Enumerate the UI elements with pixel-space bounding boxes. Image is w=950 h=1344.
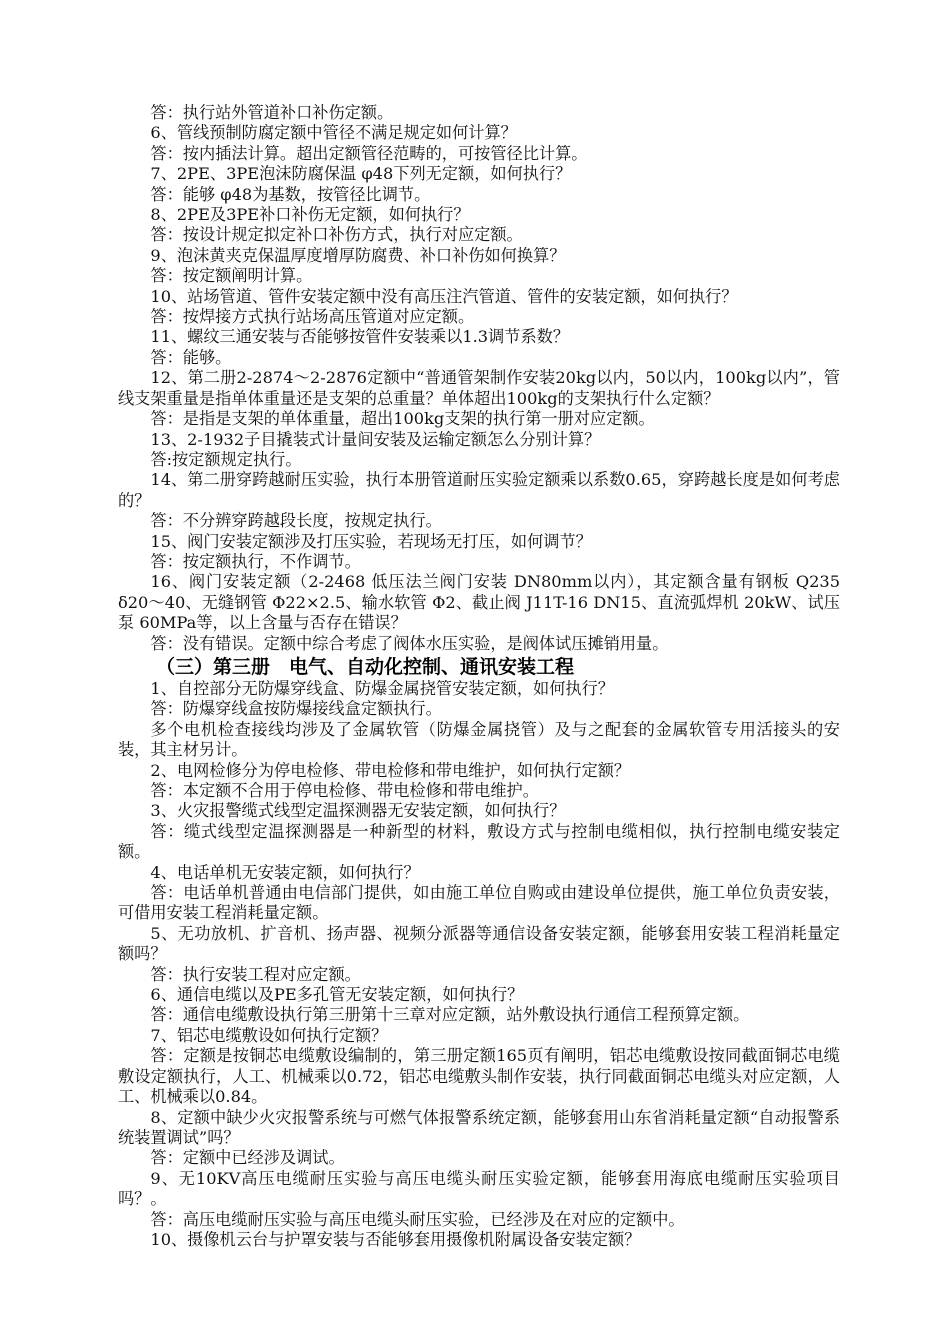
answer-paragraph: 答:按定额规定执行。 xyxy=(150,449,302,469)
question-paragraph: 3、火灾报警缆式线型定温探测器无安装定额，如何执行？ xyxy=(150,801,566,821)
answer-paragraph: 答：按定额阐明计算。 xyxy=(150,266,313,286)
question-paragraph: 9、泡沫黄夹克保温厚度增厚防腐费、补口补伤如何换算？ xyxy=(150,245,566,265)
answer-paragraph: 答：防爆穿线盒按防爆接线盒定额执行。 xyxy=(150,699,442,719)
answer-paragraph: 答：没有错误。定额中综合考虑了阀体水压实验，是阀体试压摊销用量。 xyxy=(150,633,669,653)
note-paragraph: 多个电机检查接线均涉及了金属软管（防爆金属挠管）及与之配套的金属软管专用活接头的安装，其主材另计。 xyxy=(118,719,840,760)
answer-paragraph: 答：按定额执行，不作调节。 xyxy=(150,551,361,571)
answer-paragraph: 答：不分辨穿跨越段长度，按规定执行。 xyxy=(150,511,442,531)
answer-paragraph: 答：定额是按铜芯电缆敷设编制的，第三册定额165页有阐明，铝芯电缆敷设按同截面铜芯电缆敷设定额执行，人工、机械乘以0.72，铝芯电缆敷头制作安装，执行同截面铜芯电缆头对应定额，人工、机械乘以0.84。 xyxy=(118,1046,840,1107)
answer-paragraph: 答：是指是支架的单体重量，超出100kg支架的执行第一册对应定额。 xyxy=(150,409,655,429)
question-paragraph: 4、电话单机无安装定额，如何执行？ xyxy=(150,862,420,882)
answer-paragraph: 答：电话单机普通由电信部门提供，如由施工单位自购或由建设单位提供，施工单位负责安装，可借用安装工程消耗量定额。 xyxy=(118,883,840,923)
answer-paragraph: 答：按焊接方式执行站场高压管道对应定额。 xyxy=(150,307,475,327)
answer-paragraph: 答：能够 φ48为基数，按管径比调节。 xyxy=(150,184,431,204)
question-paragraph: 6、通信电缆以及PE多孔管无安装定额，如何执行？ xyxy=(150,985,524,1005)
question-paragraph: 9、无10KV高压电缆耐压实验与高压电缆头耐压实验定额，能够套用海底电缆耐压实验项目吗？。 xyxy=(118,1168,840,1209)
question-paragraph: 10、摄像机云台与护罩安装与否能够套用摄像机附属设备安装定额？ xyxy=(150,1229,641,1249)
answer-paragraph: 答：按设计规定拟定补口补伤方式，执行对应定额。 xyxy=(150,225,523,245)
answer-paragraph: 答：能够。 xyxy=(150,347,232,367)
question-paragraph: 13、2-1932子目撬装式计量间安装及运输定额怎么分别计算？ xyxy=(150,429,601,449)
answer-paragraph: 答：高压电缆耐压实验与高压电缆头耐压实验，已经涉及在对应的定额中。 xyxy=(150,1209,685,1229)
question-paragraph: 16、阀门安装定额（2-2468 低压法兰阀门安装 DN80mm以内），其定额含量有钢板 Q235 δ20～40、无缝钢管 Φ22×2.5、输水软管 Φ2、截止阀 J11T-16 DN15、直流弧焊机 20kW、试压泵 60MPa等，以上含量与否存在错误？ xyxy=(118,572,840,633)
answer-paragraph: 答：缆式线型定温探测器是一种新型的材料，敷设方式与控制电缆相似，执行控制电缆安装定额。 xyxy=(118,821,840,862)
question-paragraph: 10、站场管道、管件安装定额中没有高压注汽管道、管件的安装定额，如何执行？ xyxy=(150,286,738,306)
question-paragraph: 15、阀门安装定额涉及打压实验，若现场无打压，如何调节？ xyxy=(150,531,592,551)
question-paragraph: 11、螺纹三通安装与否能够按管件安装乘以1.3调节系数？ xyxy=(150,327,570,347)
question-paragraph: 1、自控部分无防爆穿线盒、防爆金属挠管安装定额，如何执行？ xyxy=(150,678,614,698)
answer-paragraph: 答：按内插法计算。超出定额管径范畴的，可按管径比计算。 xyxy=(150,143,588,163)
question-paragraph: 8、2PE及3PE补口补伤无定额，如何执行？ xyxy=(150,205,470,225)
answer-paragraph: 答：执行站外管道补口补伤定额。 xyxy=(150,103,394,122)
answer-paragraph: 答：定额中已经涉及调试。 xyxy=(150,1148,345,1168)
answer-paragraph: 答：通信电缆敷设执行第三册第十三章对应定额，站外敷设执行通信工程预算定额。 xyxy=(150,1005,750,1025)
question-paragraph: 7、铝芯电缆敷设如何执行定额？ xyxy=(150,1025,388,1045)
question-paragraph: 5、无功放机、扩音机、扬声器、视频分派器等通信设备安装定额，能够套用安装工程消耗量定额吗？ xyxy=(118,923,840,964)
answer-paragraph: 答：本定额不合用于停电检修、带电检修和带电维护。 xyxy=(150,781,539,800)
question-paragraph: 12、第二册2-2874～2-2876定额中“普通管架制作安装20kg以内，50以内，100kg以内”，管线支架重量是指单体重量还是支架的总重量？单体超出100kg的支架执行什么定额？ xyxy=(118,368,840,408)
question-paragraph: 6、管线预制防腐定额中管径不满足规定如何计算？ xyxy=(150,123,517,143)
question-paragraph: 2、电网检修分为停电检修、带电检修和带电维护，如何执行定额？ xyxy=(150,760,631,780)
question-paragraph: 7、2PE、3PE泡沫防腐保温 φ48下列无定额，如何执行？ xyxy=(150,164,572,184)
section-heading: （三）第三册 电气、自动化控制、通讯安装工程 xyxy=(156,655,575,678)
question-paragraph: 14、第二册穿跨越耐压实验，执行本册管道耐压实验定额乘以系数0.65，穿跨越长度是如何考虑的？ xyxy=(118,470,840,510)
document-page xyxy=(118,103,840,1250)
answer-paragraph: 答：执行安装工程对应定额。 xyxy=(150,964,361,984)
question-paragraph: 8、定额中缺少火灾报警系统与可燃气体报警系统定额，能够套用山东省消耗量定额“自动报警系统装置调试”吗？ xyxy=(118,1107,840,1147)
